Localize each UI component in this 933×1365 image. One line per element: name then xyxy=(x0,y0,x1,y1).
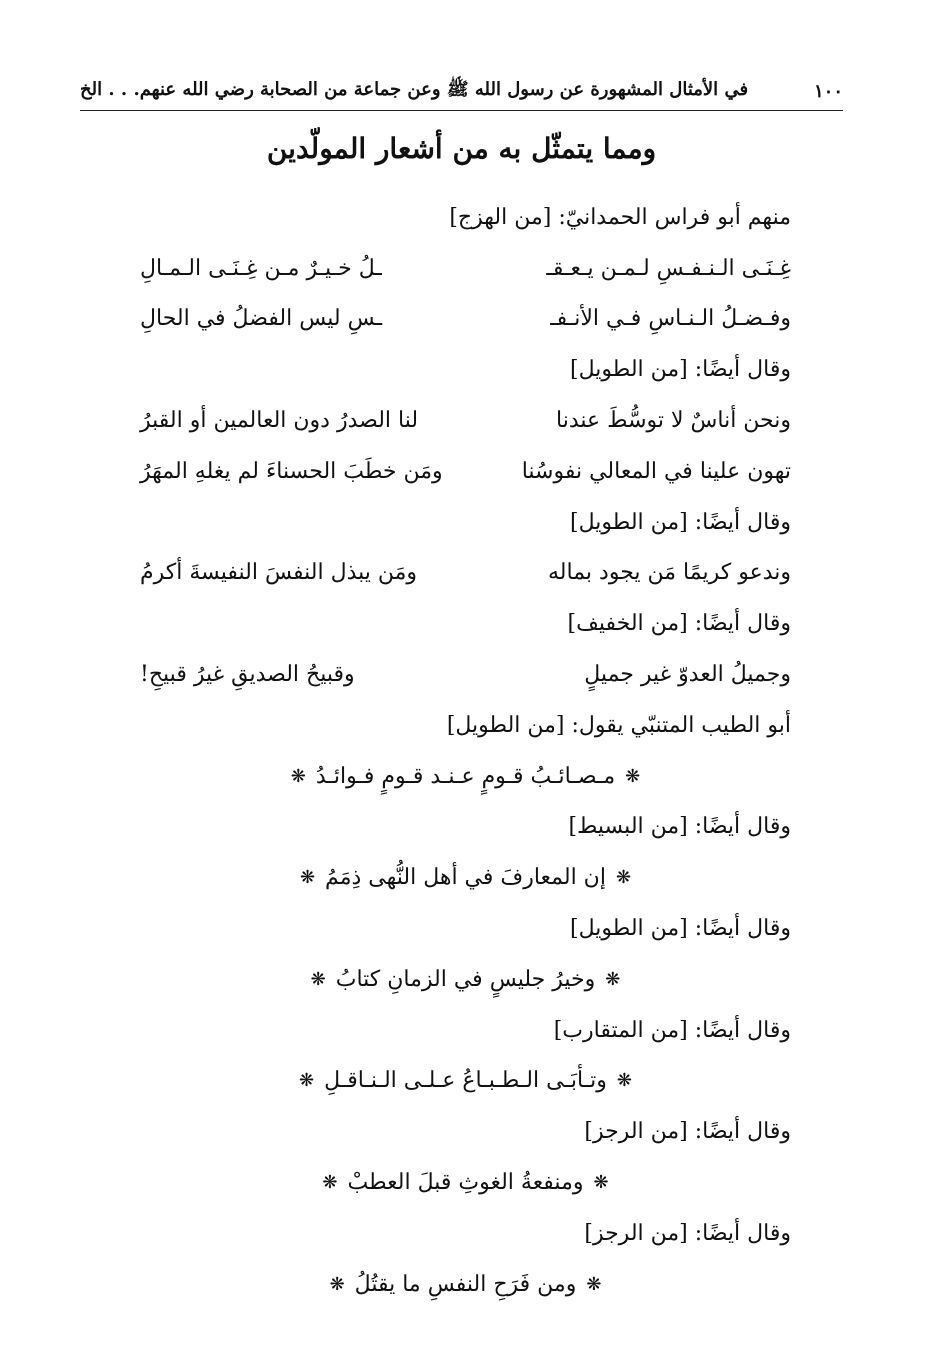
single-hemistich-line xyxy=(140,852,791,903)
intro-text: وقال أيضًا: [من الخفيف] xyxy=(567,611,791,637)
single-hemistich-line xyxy=(140,1259,791,1310)
header-rule xyxy=(80,110,843,111)
page-number: ١٠٠ xyxy=(813,80,843,102)
single-hemistich-line xyxy=(140,1157,791,1208)
hemistich-text: وخيرُ جليسٍ في الزمانِ كتابُ xyxy=(335,966,596,992)
asterisk-icon: ❋ xyxy=(615,867,632,889)
poet-intro-line xyxy=(140,497,791,548)
single-hemistich-line xyxy=(140,1056,791,1107)
asterisk-icon: ❋ xyxy=(299,867,316,889)
poet-intro-line xyxy=(140,903,791,954)
single-hemistich-line xyxy=(140,954,791,1005)
verse-line xyxy=(140,395,791,446)
hemistich-second: ومَن يبذل النفسَ النفيسةَ أكرمُ xyxy=(140,560,418,586)
hemistich-first: ونحن أناسٌ لا توسُّطَ عندنا xyxy=(556,408,791,434)
running-header xyxy=(80,74,843,108)
hemistich-text: ومنفعةُ الغوثِ قبلَ العطبْ xyxy=(347,1170,584,1196)
intro-text: وقال أيضًا: [من الطويل] xyxy=(570,357,791,383)
hemistich-second: ـلُ خـيـرٌ مـن غِـنَـى الـمـالِ xyxy=(140,255,382,281)
intro-text: وقال أيضًا: [من الرجز] xyxy=(584,1119,791,1145)
poet-intro-line xyxy=(140,344,791,395)
hemistich-first: غِـنَـى الـنـفـسِ لـمـن يـعـقـ xyxy=(546,255,791,281)
intro-text: وقال أيضًا: [من الطويل] xyxy=(570,509,791,535)
asterisk-icon: ❋ xyxy=(310,968,326,990)
poet-intro-line xyxy=(140,802,791,853)
hemistich-first: وجميلُ العدوّ غير جميلٍ xyxy=(584,662,791,688)
hemistich-text: إن المعارفَ في أهل النُّهى ذِمَمُ xyxy=(325,865,606,891)
hemistich-second: لنا الصدرُ دون العالمين أو القبرُ xyxy=(140,408,419,434)
hemistich-second: ـسِ ليس الفضلُ في الحالِ xyxy=(140,306,383,332)
hemistich-second: وقبيحُ الصديقِ غيرُ قبيحِ! xyxy=(140,662,355,688)
asterisk-icon: ❋ xyxy=(593,1172,609,1194)
asterisk-icon: ❋ xyxy=(605,968,621,990)
verse-line xyxy=(140,446,791,497)
asterisk-icon: ❋ xyxy=(586,1273,602,1295)
asterisk-icon: ❋ xyxy=(625,765,641,787)
asterisk-icon: ❋ xyxy=(322,1172,338,1194)
hemistich-first: وفـضـلُ الـنـاسِ فـي الأنـفـ xyxy=(550,306,791,332)
section-title: ومما يتمثّل به من أشعار المولّدين xyxy=(266,132,657,165)
intro-text: وقال أيضًا: [من المتقارب] xyxy=(553,1017,791,1043)
intro-text: وقال أيضًا: [من البسيط] xyxy=(568,814,791,840)
hemistich-text: مـصـائـبُ قـومٍ عـنـد قـومٍ فـوائـدُ xyxy=(315,763,616,789)
intro-text: وقال أيضًا: [من الرجز] xyxy=(584,1220,791,1246)
poet-intro-line xyxy=(140,700,791,751)
hemistich-second: ومَن خطَبَ الحسناءَ لم يغلهِ المهَرُ xyxy=(140,458,443,484)
verse-line xyxy=(140,243,791,294)
single-hemistich-line xyxy=(140,751,791,802)
asterisk-icon: ❋ xyxy=(616,1070,632,1092)
hemistich-text: وتـأبَـى الـطـبـاعُ عـلـى الـنـاقـلِ xyxy=(324,1068,607,1094)
poet-intro-line xyxy=(140,1005,791,1056)
poet-intro-line xyxy=(140,598,791,649)
poet-intro-line xyxy=(140,1208,791,1259)
verse-line xyxy=(140,294,791,345)
poet-intro-line xyxy=(140,192,791,243)
hemistich-text: ومن فَرَحِ النفسِ ما يقتُلُ xyxy=(354,1271,577,1297)
running-title: في الأمثال المشهورة عن رسول الله ﷺ وعن جماعة من الصحابة رضي الله عنهم. . . الخ xyxy=(80,79,749,100)
asterisk-icon: ❋ xyxy=(299,1070,315,1092)
verse-line xyxy=(140,548,791,599)
asterisk-icon: ❋ xyxy=(290,765,306,787)
poetry-body xyxy=(140,192,791,1310)
hemistich-first: تهون علينا في المعالي نفوسُنا xyxy=(521,458,791,484)
intro-text: منهم أبو فراس الحمدانيّ: [من الهزج] xyxy=(449,204,791,230)
poet-intro-line xyxy=(140,1106,791,1157)
asterisk-icon: ❋ xyxy=(329,1273,345,1295)
intro-text: أبو الطيب المتنبّي يقول: [من الطويل] xyxy=(446,712,791,738)
intro-text: وقال أيضًا: [من الطويل] xyxy=(570,916,791,942)
hemistich-first: وندعو كريمًا مَن يجود بماله xyxy=(548,560,791,586)
verse-line xyxy=(140,649,791,700)
